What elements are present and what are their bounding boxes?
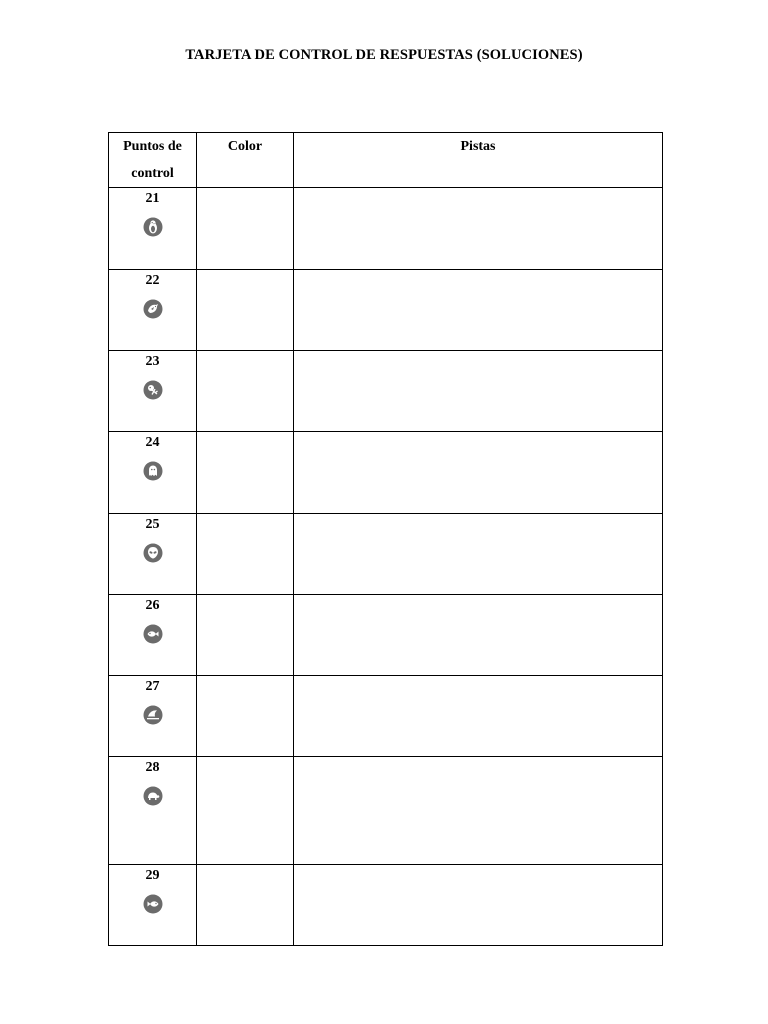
color-cell[interactable] [197, 865, 294, 946]
table-row [109, 188, 663, 270]
table-row [109, 865, 663, 946]
checkpoint-number: 22 [145, 273, 160, 288]
clue-cell[interactable] [294, 351, 663, 432]
checkpoint-cell [109, 757, 197, 865]
color-cell[interactable] [197, 595, 294, 676]
checkpoint-number: 25 [145, 517, 160, 532]
clue-cell[interactable] [294, 676, 663, 757]
clue-cell[interactable] [294, 865, 663, 946]
clue-cell[interactable] [294, 595, 663, 676]
shark-fin-icon [143, 705, 163, 725]
checkpoint-number: 28 [145, 760, 160, 775]
table-row [109, 757, 663, 865]
fish-icon [143, 894, 163, 914]
checkpoint-cell [109, 188, 197, 270]
ghost-icon [143, 461, 163, 481]
checkpoint-number: 24 [145, 435, 160, 450]
clue-cell[interactable] [294, 757, 663, 865]
checkpoint-cell [109, 351, 197, 432]
fish-icon [143, 624, 163, 644]
color-cell[interactable] [197, 676, 294, 757]
color-cell[interactable] [197, 188, 294, 270]
checkpoint-cell [109, 595, 197, 676]
header-clues: Pistas [294, 133, 663, 188]
checkpoint-cell [109, 270, 197, 351]
checkpoint-number: 29 [145, 868, 160, 883]
alien-icon [143, 543, 163, 563]
header-checkpoints: Puntos de control [109, 133, 197, 188]
header-color: Color [197, 133, 294, 188]
table-row [109, 351, 663, 432]
bird-icon [143, 299, 163, 319]
color-cell[interactable] [197, 351, 294, 432]
clue-cell[interactable] [294, 514, 663, 595]
color-cell[interactable] [197, 432, 294, 514]
fish-skeleton-icon [143, 380, 163, 400]
table-header-row [109, 133, 663, 188]
checkpoint-number: 26 [145, 598, 160, 613]
checkpoint-cell [109, 514, 197, 595]
color-cell[interactable] [197, 514, 294, 595]
table-row [109, 270, 663, 351]
table-row [109, 595, 663, 676]
checkpoint-cell [109, 865, 197, 946]
checkpoint-number: 21 [145, 191, 160, 206]
color-cell[interactable] [197, 757, 294, 865]
penguin-icon [143, 217, 163, 237]
checkpoint-number: 23 [145, 354, 160, 369]
checkpoint-number: 27 [145, 679, 160, 694]
table-row [109, 514, 663, 595]
turtle-icon [143, 786, 163, 806]
clue-cell[interactable] [294, 188, 663, 270]
answer-control-table [108, 132, 663, 946]
checkpoint-cell [109, 676, 197, 757]
clue-cell[interactable] [294, 432, 663, 514]
table-row [109, 432, 663, 514]
document-title: TARJETA DE CONTROL DE RESPUESTAS (SOLUCIONES) [185, 47, 583, 63]
checkpoint-cell [109, 432, 197, 514]
table-row [109, 676, 663, 757]
color-cell[interactable] [197, 270, 294, 351]
clue-cell[interactable] [294, 270, 663, 351]
